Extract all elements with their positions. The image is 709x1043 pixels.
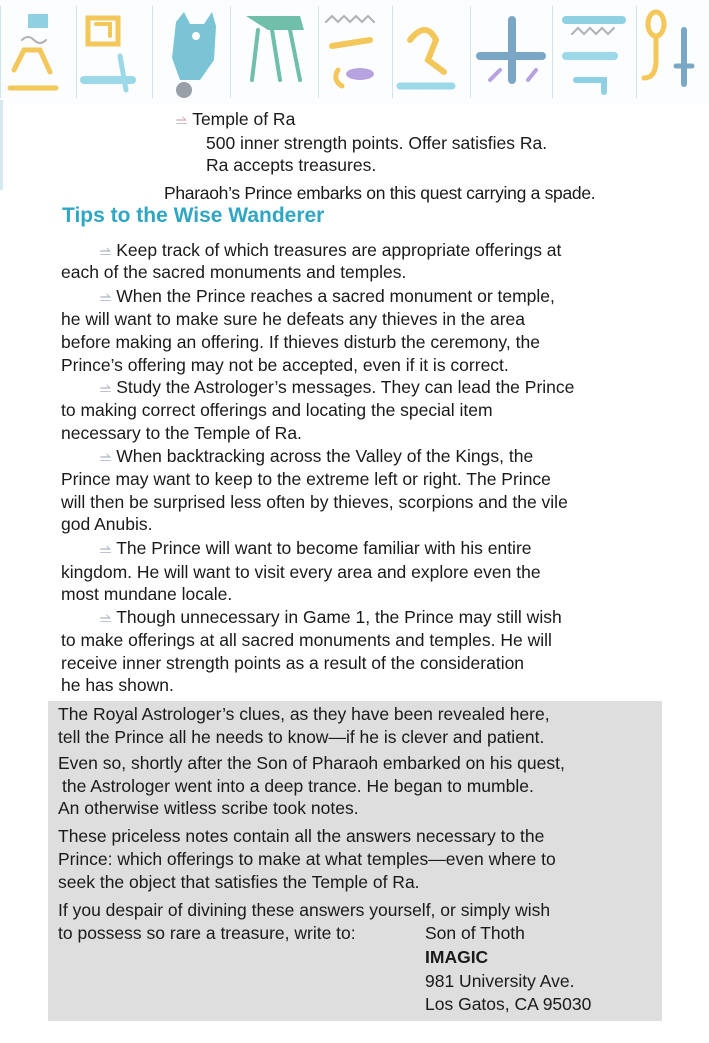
banner-divider: [552, 6, 625, 98]
tip-line: Prince’s offering may not be accepted, even if it is correct.: [61, 355, 509, 375]
banner-divider: [318, 6, 391, 98]
address-street: 981 University Ave.: [425, 971, 575, 991]
box-line: The Royal Astrologer’s clues, as they have been revealed here,: [58, 704, 550, 724]
tip-line: ⥬ When the Prince reaches a sacred monument or temple,: [100, 286, 555, 306]
banner-divider: [0, 6, 73, 98]
hieroglyph-banner: [0, 0, 709, 104]
tip-line: Prince may want to keep to the extreme left or right. The Prince: [61, 469, 551, 489]
tip-line: ⥬ Study the Astrologer’s messages. They can lead the Prince: [100, 377, 575, 397]
box-line: These priceless notes contain all the answers necessary to the: [58, 826, 545, 846]
banner-divider: [152, 6, 225, 98]
quest-embarks: Pharaoh’s Prince embarks on this quest carrying a spade.: [164, 183, 596, 203]
tip-line: he will want to make sure he defeats any thieves in the area: [61, 309, 526, 329]
tip-line: he has shown.: [61, 675, 174, 695]
tip-line: receive inner strength points as a result of the consideration: [61, 653, 525, 673]
box-line: the Astrologer went into a deep trance. He began to mumble.: [62, 776, 534, 796]
tip-line: ⥬ The Prince will want to become familiar with his entire: [100, 538, 532, 558]
tip-line: ⥬ When backtracking across the Valley of the Kings, the: [100, 446, 534, 466]
address-city: Los Gatos, CA 95030: [425, 994, 592, 1014]
tip-line: ⥬ Though unnecessary in Game 1, the Prince may still wish: [100, 607, 562, 627]
tip-line: necessary to the Temple of Ra.: [61, 423, 302, 443]
box-line: If you despair of divining these answers yourself, or simply wish: [58, 900, 551, 920]
quest-title: Temple of Ra: [192, 109, 296, 129]
box-line: seek the object that satisfies the Temple of Ra.: [58, 872, 420, 892]
box-line: Prince: which offerings to make at what temples—even where to: [58, 849, 556, 869]
address-company: IMAGIC: [425, 947, 489, 967]
tip-line: before making an offering. If thieves disturb the ceremony, the: [61, 332, 540, 352]
quest-title-line: [176, 108, 295, 132]
quest-points: 500 inner strength points. Offer satisfies Ra.: [206, 133, 548, 153]
quest-accepts: Ra accepts treasures.: [206, 155, 377, 175]
bullet-arrow-icon: ⥬: [100, 380, 111, 396]
address-name: Son of Thoth: [425, 923, 525, 943]
section-heading: Tips to the Wise Wanderer: [62, 204, 325, 227]
tip-line: each of the sacred monuments and temples.: [61, 262, 407, 282]
box-line: Even so, shortly after the Son of Pharaoh embarked on his quest,: [58, 753, 565, 773]
bullet-arrow-icon: ⥬: [100, 449, 111, 465]
margin-rule: [0, 100, 3, 190]
bullet-arrow-icon: ⥬: [100, 610, 111, 626]
bullet-arrow-icon: ⥬: [100, 541, 111, 557]
banner-divider: [392, 6, 465, 98]
banner-divider: [230, 6, 303, 98]
banner-divider: [76, 6, 149, 98]
bullet-arrow-icon: ⥬: [176, 112, 187, 128]
bullet-arrow-icon: ⥬: [100, 289, 111, 305]
box-line: tell the Prince all he needs to know—if he is clever and patient.: [58, 727, 545, 747]
tip-line: to make offerings at all sacred monuments and temples. He will: [61, 630, 552, 650]
box-line: An otherwise witless scribe took notes.: [58, 798, 359, 818]
tip-line: will then be surprised less often by thieves, scorpions and the vile: [61, 492, 568, 512]
box-line: to possess so rare a treasure, write to:: [58, 923, 356, 943]
tip-line: kingdom. He will want to visit every area and explore even the: [61, 562, 541, 582]
tip-line: ⥬ Keep track of which treasures are appropriate offerings at: [100, 240, 562, 260]
tip-line: most mundane locale.: [61, 584, 233, 604]
tip-line: god Anubis.: [61, 514, 153, 534]
bullet-arrow-icon: ⥬: [100, 243, 111, 259]
tip-line: to making correct offerings and locating the special item: [61, 400, 493, 420]
banner-divider: [470, 6, 543, 98]
banner-divider: [636, 6, 709, 98]
